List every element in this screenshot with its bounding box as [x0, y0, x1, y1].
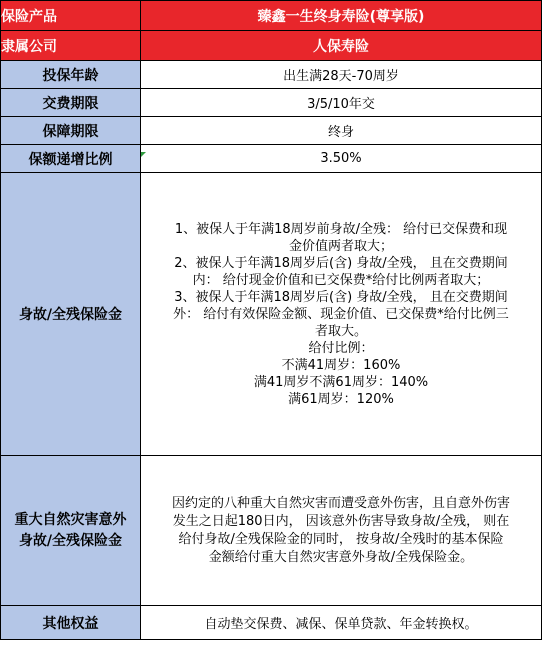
death-line: 给付比例： [308, 340, 374, 356]
death-line: 外： 给付有效保险金额、现金价值、已交保费*给付比例三 [173, 306, 509, 322]
disaster-line: 因约定的八种重大自然灾害而遭受意外伤害，且自意外伤害 [171, 495, 510, 511]
disaster-line: 发生之日起180日内， 因该意外伤害导致身故/全残， 则在 [172, 513, 510, 529]
row-age [1, 61, 542, 89]
label-other-rights: 其他权益 [1, 606, 141, 640]
death-line: 3、被保人于年满18周岁后(含) 身故/全残， 且在交费期间 [174, 289, 508, 305]
label-coverage: 保障期限 [1, 117, 141, 145]
value-company: 人保寿险 [141, 31, 542, 61]
label-increase: 保额递增比例 [1, 145, 141, 173]
value-other-rights: 自动垫交保费、减保、保单贷款、年金转换权。 [141, 606, 542, 640]
label-death-benefit: 身故/全残保险金 [1, 173, 141, 456]
death-line: 不满41周岁：160% [281, 357, 401, 373]
label-payment: 交费期限 [1, 89, 141, 117]
disaster-line: 给付身故/全残保险金的同时， 按身故/全残时的基本保险 [178, 531, 504, 547]
label-age: 投保年龄 [1, 61, 141, 89]
value-coverage: 终身 [141, 117, 542, 145]
value-product: 臻鑫一生终身寿险(尊享版) [141, 1, 542, 31]
death-line: 2、被保人于年满18周岁后(含) 身故/全残， 且在交费期间 [174, 255, 508, 271]
row-product [1, 1, 542, 31]
disaster-label-line: 身故/全残保险金 [18, 532, 123, 549]
row-company [1, 31, 542, 61]
disaster-line: 金额给付重大自然灾害意外身故/全残保险金。 [208, 549, 474, 565]
value-payment: 3/5/10年交 [141, 89, 542, 117]
death-line: 金价值两者取大； [288, 238, 393, 254]
label-disaster-benefit [1, 456, 141, 606]
label-product: 保险产品 [1, 1, 141, 31]
label-company: 隶属公司 [1, 31, 141, 61]
row-death-benefit [1, 173, 542, 456]
row-increase [1, 145, 542, 173]
row-other-rights [1, 606, 542, 640]
disaster-label-line: 重大自然灾害意外 [14, 511, 127, 528]
death-line: 满41周岁不满61周岁：140% [253, 374, 429, 390]
death-line: 者取大。 [314, 323, 367, 339]
row-payment [1, 89, 542, 117]
value-disaster-benefit [141, 456, 542, 606]
cell-comment-marker [141, 152, 146, 157]
death-line: 满61周岁：120% [288, 391, 394, 407]
row-disaster-benefit [1, 456, 542, 606]
row-coverage [1, 117, 542, 145]
value-age: 出生满28天-70周岁 [141, 61, 542, 89]
death-line: 1、被保人于年满18周岁前身故/全残： 给付已交保费和现 [174, 221, 508, 237]
value-increase: 3.50% [141, 145, 542, 173]
value-death-benefit [141, 173, 542, 456]
death-line: 内： 给付现金价值和已交保费*给付比例两者取大； [192, 272, 490, 288]
